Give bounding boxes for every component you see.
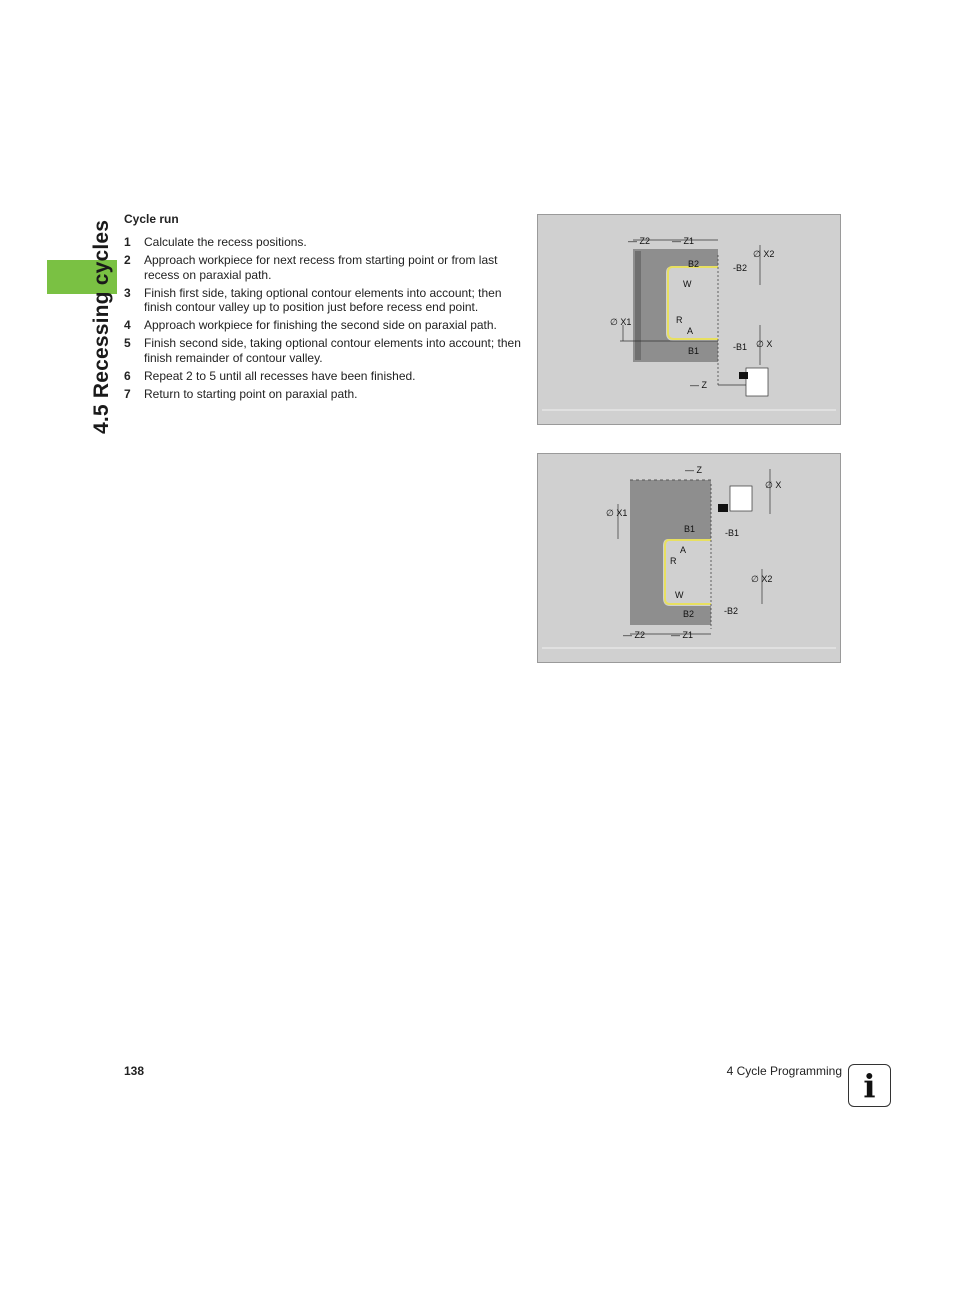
chapter-title: 4 Cycle Programming	[726, 1064, 842, 1078]
z1-label: — Z1	[671, 630, 694, 640]
tool-holder-icon	[730, 486, 752, 511]
x1-label: ∅ X1	[610, 317, 632, 327]
x-label: ∅ X	[765, 480, 782, 490]
tool-holder-icon	[746, 368, 768, 396]
cycle-steps-list	[124, 235, 524, 405]
list-item: 1 Calculate the recess positions.	[124, 235, 307, 249]
list-item: 4 Approach workpiece for finishing the second side on paraxial path.	[124, 318, 497, 333]
b1-label: -B1	[733, 342, 748, 352]
tool-tip-icon	[739, 372, 748, 379]
b2-inner-label: B2	[688, 259, 700, 269]
b2-label: -B2	[733, 263, 748, 273]
recess-diagram-outer	[537, 214, 841, 425]
tool-tip-icon	[718, 504, 728, 512]
w-label: W	[683, 279, 692, 289]
z1-label: — Z1	[672, 236, 695, 246]
r-label: R	[676, 315, 683, 325]
recess-diagram-inner	[537, 453, 841, 663]
x-label: ∅ X	[756, 339, 773, 349]
recess-cutout	[663, 539, 711, 606]
b1-inner-label: B1	[688, 346, 700, 356]
b1-inner-label: B1	[684, 524, 696, 534]
z2-label: — Z2	[623, 630, 646, 640]
recess-diagram-inner-svg	[538, 454, 840, 662]
r-label: R	[670, 556, 677, 566]
list-item: 5 Finish second side, taking optional contour elements into account; then finish remainder of contour valley.	[124, 336, 521, 365]
x1-label: ∅ X1	[606, 508, 628, 518]
z-label: — Z	[685, 465, 703, 475]
page-number: 138	[124, 1064, 145, 1078]
workpiece-shadow	[635, 251, 641, 360]
w-label: W	[675, 590, 684, 600]
x2-label: ∅ X2	[753, 249, 775, 259]
a-label: A	[680, 545, 687, 555]
a-label: A	[687, 326, 694, 336]
list-item: 7 Return to starting point on paraxial path.	[124, 386, 358, 401]
info-icon: i	[848, 1064, 891, 1107]
b2-label: -B2	[724, 606, 739, 616]
b1-label: -B1	[725, 528, 740, 538]
z2-label: — Z2	[628, 236, 651, 246]
list-item: 2 Approach workpiece for next recess from starting point or from last recess on paraxial path.	[124, 252, 498, 282]
z-label: — Z	[690, 380, 708, 390]
list-item: 3 Finish first side, taking optional contour elements into account; then finish contour valley up to position just before recess end point.	[124, 285, 502, 315]
recess-diagram-outer-svg	[538, 215, 840, 424]
b2-inner-label: B2	[683, 609, 695, 619]
section-heading: Cycle run	[124, 212, 179, 226]
list-item: 6 Repeat 2 to 5 until all recesses have been finished.	[124, 368, 416, 383]
x2-label: ∅ X2	[751, 574, 773, 584]
